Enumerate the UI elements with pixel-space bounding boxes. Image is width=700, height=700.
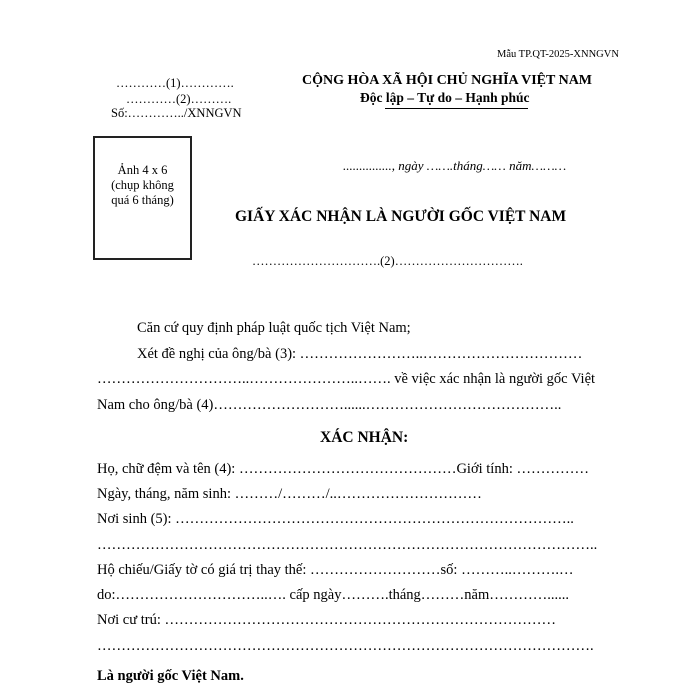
confirmation-heading: XÁC NHẬN: <box>320 429 409 446</box>
national-title: CỘNG HÒA XÃ HỘI CHỦ NGHĨA VIỆT NAM <box>302 73 593 88</box>
photo-note-line-1: (chụp không <box>111 178 174 192</box>
passport-field: Hộ chiếu/Giấy tờ có giá trị thay thế: ………………………số: ………..……….… <box>97 562 574 578</box>
photo-size-label: Ảnh 4 x 6 <box>117 163 168 177</box>
residence-continued: …………………………………………………………………………………………. <box>97 638 594 654</box>
conclusion-statement: Là người gốc Việt Nam. <box>97 668 244 684</box>
request-line-1: Xét đề nghị của ông/bà (3): ……………………..…………………………… <box>137 346 583 362</box>
passport-issue-field: do:…………………………..…. cấp ngày……….tháng………năm…………...... <box>97 587 570 603</box>
residence-field: Nơi cư trú: ……………………………………………………………………… <box>97 612 556 628</box>
request-line-2: …………………………..…………………..……. về việc xác nhận là người gốc Việt <box>97 371 596 387</box>
legal-basis: Căn cứ quy định pháp luật quốc tịch Việt Nam; <box>137 320 411 336</box>
document-subtitle: ………………………….(2)…………………………. <box>252 254 523 268</box>
document-number: Số:…………../XNNGVN <box>111 106 242 120</box>
issuing-agency-line-2: …………(2)………. <box>126 92 232 106</box>
date-of-birth-field: Ngày, tháng, năm sinh: ………/………/..………………………… <box>97 486 482 502</box>
place-date-line: ..............., ngày …….tháng…… năm……… <box>343 158 567 173</box>
issuing-agency-line-1: …………(1)…………. <box>116 76 234 90</box>
place-of-birth-field: Nơi sinh (5): ……………………………………………………………………….. <box>97 511 574 527</box>
document-title: GIẤY XÁC NHẬN LÀ NGƯỜI GỐC VIỆT NAM <box>235 208 567 225</box>
national-motto: Độc lập – Tự do – Hạnh phúc <box>360 90 530 105</box>
photo-note-line-2: quá 6 tháng) <box>111 193 174 207</box>
photo-placeholder <box>93 136 192 260</box>
full-name-gender-field: Họ, chữ đệm và tên (4): ………………………………………Giới tính: …………… <box>97 461 589 477</box>
place-of-birth-continued: ………………………………………………………………………………………….. <box>97 537 598 553</box>
form-code: Mẫu TP.QT-2025-XNNGVN <box>497 49 619 60</box>
request-line-3: Nam cho ông/bà (4)………………………......………………………………….. <box>97 397 562 413</box>
motto-underline <box>385 108 528 109</box>
